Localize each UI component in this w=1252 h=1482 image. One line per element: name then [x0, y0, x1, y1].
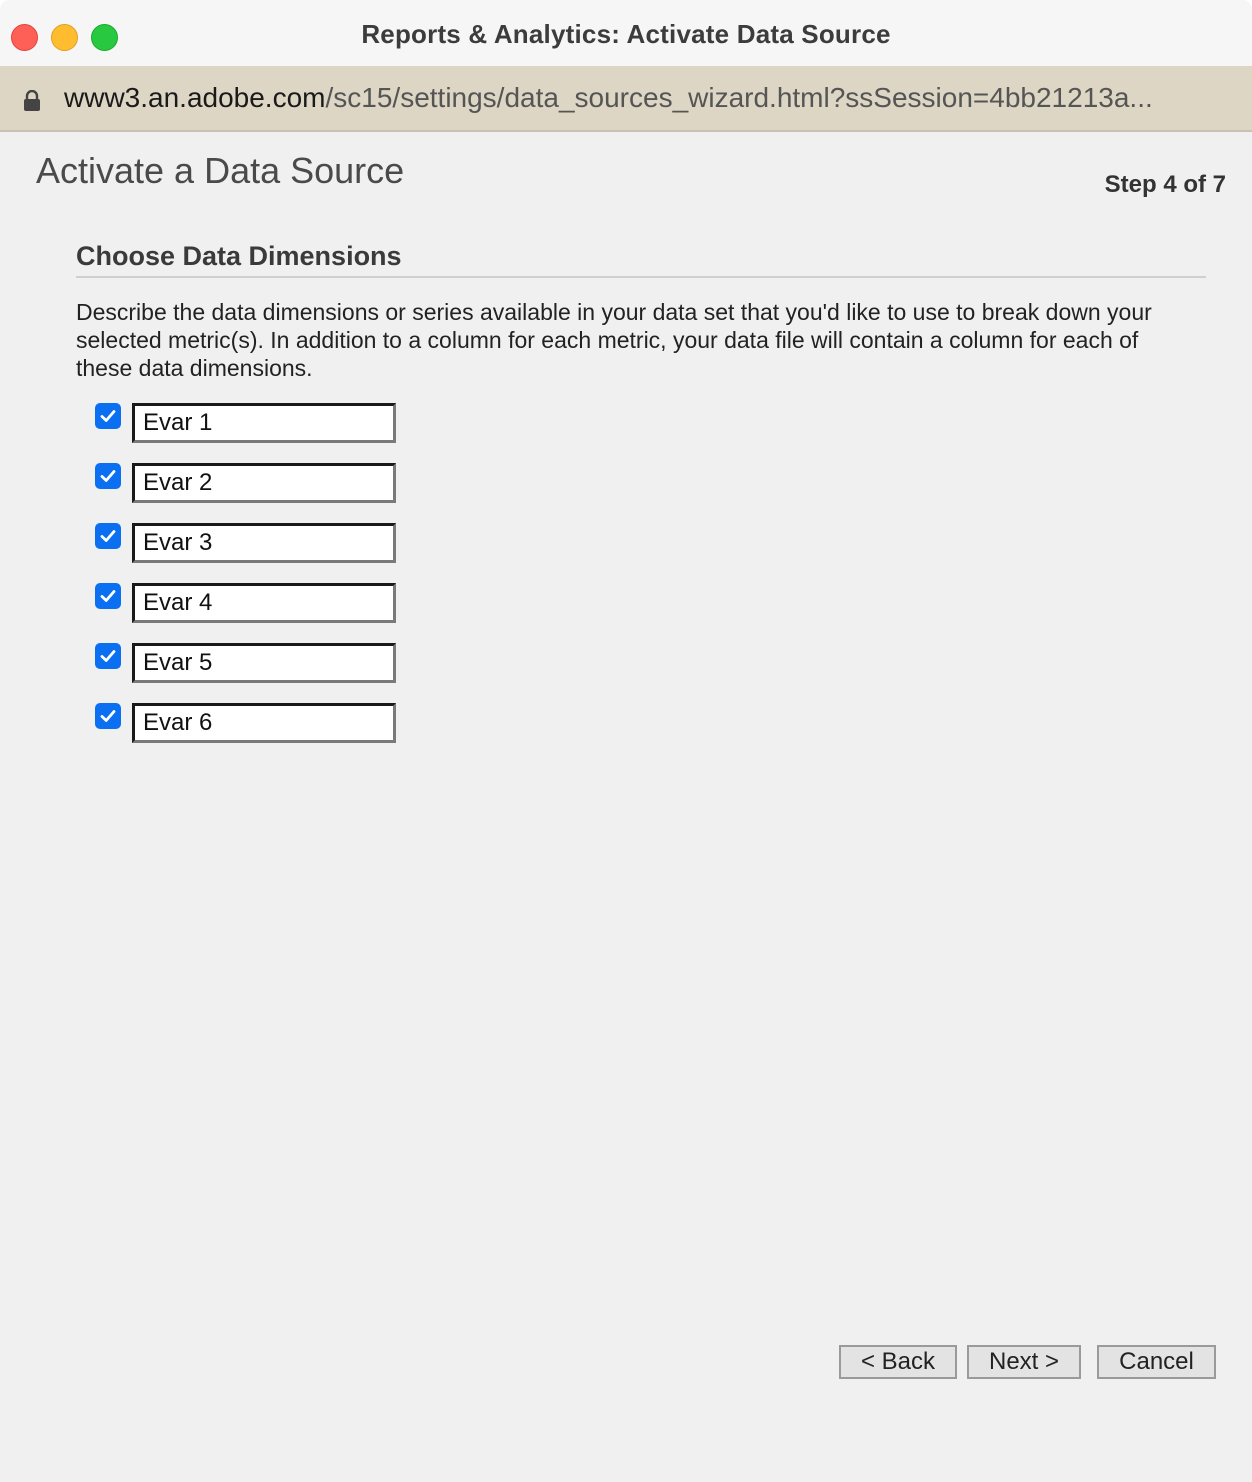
dimension-checkbox[interactable]: [95, 523, 121, 549]
next-button[interactable]: Next >: [967, 1345, 1081, 1379]
section-title: Choose Data Dimensions: [76, 241, 402, 271]
address-bar[interactable]: [0, 66, 1252, 132]
window-title: Reports & Analytics: Activate Data Source: [361, 19, 891, 49]
section-description: Describe the data dimensions or series available in your data set that you'd like to use to break down your selected metric(s). In addition to a column for each metric, your data file will contain a column for each of these data dimensions.: [76, 299, 1152, 381]
dimension-checkbox[interactable]: [95, 463, 121, 489]
dimension-checkbox[interactable]: [95, 403, 121, 429]
dimension-checkbox[interactable]: [95, 703, 121, 729]
back-button[interactable]: < Back: [839, 1345, 957, 1379]
checkmark-icon: [99, 647, 117, 665]
title-bar: [0, 0, 1252, 67]
checkmark-icon: [99, 587, 117, 605]
dimension-checkbox[interactable]: [95, 643, 121, 669]
dimension-name-input[interactable]: [132, 703, 396, 743]
dimension-name-input[interactable]: [132, 523, 396, 563]
section-divider: [76, 276, 1206, 278]
url-path: /sc15/settings/data_sources_wizard.html?ssSession=4bb21213a...: [325, 82, 1153, 113]
dimension-name-input[interactable]: [132, 403, 396, 443]
checkmark-icon: [99, 407, 117, 425]
step-indicator: Step 4 of 7: [1104, 171, 1226, 198]
checkmark-icon: [99, 527, 117, 545]
checkmark-icon: [99, 707, 117, 725]
lock-icon: [23, 90, 41, 112]
url-domain: www3.an.adobe.com: [64, 82, 326, 113]
dimension-checkbox[interactable]: [95, 583, 121, 609]
cancel-button[interactable]: Cancel: [1097, 1345, 1216, 1379]
dimension-name-input[interactable]: [132, 463, 396, 503]
url-text[interactable]: [64, 82, 1153, 114]
checkmark-icon: [99, 467, 117, 485]
page-title: Activate a Data Source: [36, 150, 405, 191]
dimension-name-input[interactable]: [132, 583, 396, 623]
dimension-name-input[interactable]: [132, 643, 396, 683]
